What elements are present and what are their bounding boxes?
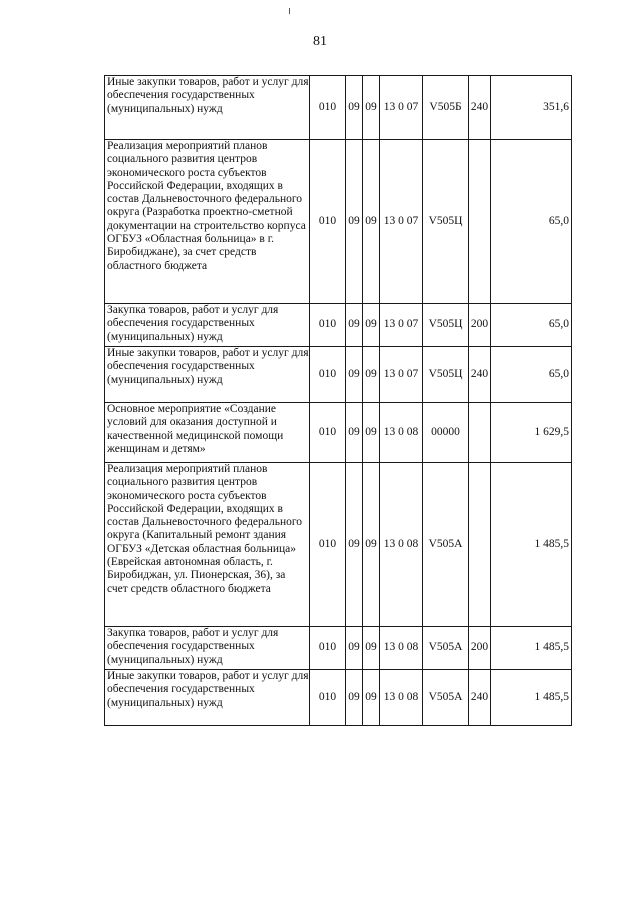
ministry-code: 010 xyxy=(310,76,346,140)
ministry-code: 010 xyxy=(310,627,346,670)
ministry-code: 010 xyxy=(310,463,346,627)
direction-code: V505Б xyxy=(423,76,469,140)
row-description: Закупка товаров, работ и услуг для обеспечения государственных (муниципальных) нужд xyxy=(105,627,310,670)
expense-type-code: 240 xyxy=(469,76,491,140)
expense-type-code: 200 xyxy=(469,627,491,670)
direction-code: V505Ц xyxy=(423,347,469,403)
direction-code: V505Ц xyxy=(423,304,469,347)
amount-value: 65,0 xyxy=(491,304,572,347)
expense-type-code xyxy=(469,463,491,627)
section-code: 09 xyxy=(346,304,363,347)
ministry-code: 010 xyxy=(310,304,346,347)
program-code: 13 0 07 xyxy=(380,304,423,347)
expense-type-code: 200 xyxy=(469,304,491,347)
amount-value: 1 485,5 xyxy=(491,670,572,726)
table-row xyxy=(105,463,572,627)
row-description: Закупка товаров, работ и услуг для обеспечения государственных (муниципальных) нужд xyxy=(105,304,310,347)
direction-code: V505А xyxy=(423,670,469,726)
amount-value: 1 629,5 xyxy=(491,403,572,463)
table-row xyxy=(105,670,572,726)
row-description: Иные закупки товаров, работ и услуг для обеспечения государственных (муниципальных) нужд xyxy=(105,347,310,403)
subsection-code: 09 xyxy=(363,140,380,304)
table-row xyxy=(105,347,572,403)
amount-value: 65,0 xyxy=(491,347,572,403)
subsection-code: 09 xyxy=(363,347,380,403)
direction-code: V505Ц xyxy=(423,140,469,304)
row-description: Реализация мероприятий планов социального развития центров экономического роста субъектов Российской Федерации, входящих в состав Дальневосточного федерального округа (Разработка проектно-сметной документации на строительство корпуса ОГБУЗ «Областная больница» в г. Биробиджане), за счет средств областного бюджета xyxy=(105,140,310,304)
program-code: 13 0 07 xyxy=(380,347,423,403)
program-code: 13 0 08 xyxy=(380,403,423,463)
table-row xyxy=(105,403,572,463)
subsection-code: 09 xyxy=(363,403,380,463)
expense-type-code xyxy=(469,403,491,463)
section-code: 09 xyxy=(346,627,363,670)
ministry-code: 010 xyxy=(310,403,346,463)
table-row xyxy=(105,76,572,140)
section-code: 09 xyxy=(346,670,363,726)
expense-type-code: 240 xyxy=(469,347,491,403)
ministry-code: 010 xyxy=(310,670,346,726)
subsection-code: 09 xyxy=(363,463,380,627)
program-code: 13 0 08 xyxy=(380,463,423,627)
direction-code: 00000 xyxy=(423,403,469,463)
ministry-code: 010 xyxy=(310,140,346,304)
ministry-code: 010 xyxy=(310,347,346,403)
expense-type-code: 240 xyxy=(469,670,491,726)
page-number: 81 xyxy=(313,34,327,49)
section-code: 09 xyxy=(346,347,363,403)
budget-table xyxy=(104,75,572,726)
section-code: 09 xyxy=(346,76,363,140)
amount-value: 351,6 xyxy=(491,76,572,140)
section-code: 09 xyxy=(346,403,363,463)
program-code: 13 0 08 xyxy=(380,670,423,726)
subsection-code: 09 xyxy=(363,304,380,347)
row-description: Реализация мероприятий планов социального развития центров экономического роста субъектов Российской Федерации, входящих в состав Дальневосточного федерального округа (Капитальный ремонт здания ОГБУЗ «Детская областная больница» (Еврейская автономная область, г. Биробиджан, ул. Пионерская, 36), за счет средств областного бюджета xyxy=(105,463,310,627)
table-row xyxy=(105,304,572,347)
table-row xyxy=(105,140,572,304)
table-row xyxy=(105,627,572,670)
subsection-code: 09 xyxy=(363,627,380,670)
row-description: Иные закупки товаров, работ и услуг для обеспечения государственных (муниципальных) нужд xyxy=(105,670,310,726)
subsection-code: 09 xyxy=(363,670,380,726)
scan-mark xyxy=(289,8,290,14)
program-code: 13 0 07 xyxy=(380,76,423,140)
section-code: 09 xyxy=(346,140,363,304)
program-code: 13 0 08 xyxy=(380,627,423,670)
row-description: Иные закупки товаров, работ и услуг для обеспечения государственных (муниципальных) нужд xyxy=(105,76,310,140)
row-description: Основное мероприятие «Создание условий для оказания доступной и качественной медицинской помощи женщинам и детям» xyxy=(105,403,310,463)
expense-type-code xyxy=(469,140,491,304)
direction-code: V505А xyxy=(423,463,469,627)
direction-code: V505А xyxy=(423,627,469,670)
section-code: 09 xyxy=(346,463,363,627)
program-code: 13 0 07 xyxy=(380,140,423,304)
amount-value: 1 485,5 xyxy=(491,463,572,627)
amount-value: 65,0 xyxy=(491,140,572,304)
amount-value: 1 485,5 xyxy=(491,627,572,670)
subsection-code: 09 xyxy=(363,76,380,140)
